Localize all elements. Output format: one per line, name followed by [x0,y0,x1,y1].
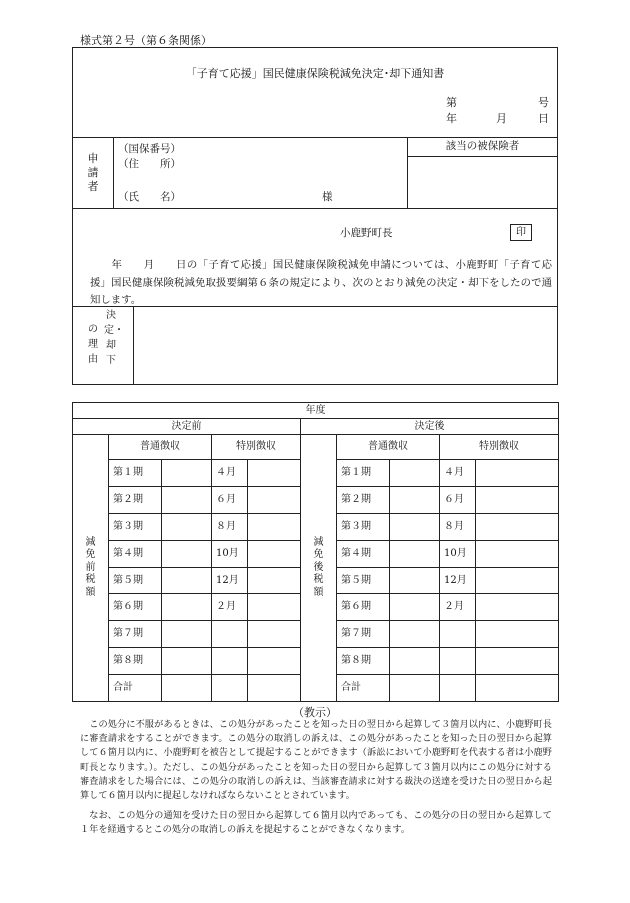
after-period-label: 第５期 [337,567,390,594]
after-special-amount [476,540,559,567]
divider-insured-heading [407,156,558,157]
before-special-amount [248,540,301,567]
before-regular-amount [162,648,212,675]
fiscal-year-header: 年度 [73,403,559,419]
before-regular-amount [162,540,212,567]
before-regular-amount [162,675,212,702]
notice-body-text: 年 月 日の「子育て応援」国民健康保険税減免申請については、小鹿野町「子育て応援」国民健康保険税減免取扱要綱第６条の規定により、次のとおり減免の決定・却下をしたので通知します。 [90,259,552,306]
before-special-month: ４月 [212,460,248,487]
after-special-amount [476,513,559,540]
form-number-label: 様式第２号（第６条関係） [80,34,212,47]
date-month: 月 [496,112,507,125]
before-special-amount [248,567,301,594]
special-collection-header-before: 特別徴収 [212,435,301,460]
regular-collection-header-before: 普通徴収 [109,435,212,460]
insurance-number-label: （国保番号） [118,143,181,155]
after-special-amount [476,460,559,487]
after-special-amount [476,675,559,702]
after-period-label: 合計 [337,675,390,702]
before-special-month [212,675,248,702]
after-period-label: 第７期 [337,621,390,648]
before-special-amount [248,513,301,540]
document-title: 「子育て応援」国民健康保険税減免決定･却下通知書 [185,67,445,80]
after-special-month [440,675,476,702]
after-period-label: 第２期 [337,486,390,513]
after-period-label: 第６期 [337,594,390,621]
after-regular-amount [390,460,440,487]
notice-paragraph-2: なお、この処分の通知を受けた日の翌日から起算して６箇月以内であっても、この処分の日の翌日から起算して１年を経過するとこの処分の取消しの訴えを提起することができなくなります。 [80,810,552,836]
after-special-month: ８月 [440,513,476,540]
before-period-label: 第１期 [109,460,162,487]
name-label: （氏 名） [118,191,181,203]
before-period-label: 第５期 [109,567,162,594]
before-special-month [212,621,248,648]
before-special-month: ６月 [212,486,248,513]
insured-person-heading: 該当の被保険者 [445,140,520,152]
after-special-month: ６月 [440,486,476,513]
after-regular-amount [390,675,440,702]
before-special-amount [248,675,301,702]
divider-applicant-heading [113,137,114,208]
before-period-label: 第２期 [109,486,162,513]
reason-heading-column-1: の理由 [88,324,98,365]
after-special-amount [476,567,559,594]
document-number-prefix: 第 [446,96,457,109]
post-reduction-tax-heading: 減免後税額 [301,435,337,702]
before-special-month: ２月 [212,594,248,621]
after-regular-amount [390,621,440,648]
after-special-month: 10月 [440,540,476,567]
regular-collection-header-after: 普通徴収 [337,435,440,460]
after-regular-amount [390,567,440,594]
after-special-month [440,621,476,648]
after-regular-amount [390,594,440,621]
issuer-mayor: 小鹿野町長 [340,227,393,239]
before-period-label: 合計 [109,675,162,702]
before-regular-amount [162,460,212,487]
notice-paragraph-1: この処分に不服があるときは、この処分があったことを知った日の翌日から起算して３箇月以内に、小鹿野町長に審査請求をすることができます。この処分の取消しの訴えは、この処分があったことを知った日の翌日から起算して６箇月以内に、小鹿野町を被告として提起することができます（訴訟において小鹿野町を代表する者は小鹿野町長となります。）。ただし、この処分があったことを知った日の翌日から起算して３箇月以内にこの処分に対する審査請求をした場合には、この処分の取消しの訴えは、当該審査請求に対する裁決の送達を受けた日の翌日から起算して６箇月以内に提起しなければならないこととされています。 [80,719,552,802]
before-regular-amount [162,594,212,621]
date-day: 日 [538,112,549,125]
before-period-label: 第８期 [109,648,162,675]
before-period-label: 第４期 [109,540,162,567]
after-regular-amount [390,486,440,513]
before-period-label: 第３期 [109,513,162,540]
date-year: 年 [446,112,457,125]
official-seal: 印 [510,224,532,241]
tax-amount-table [72,402,559,702]
applicant-heading: 申請者 [87,152,99,193]
notice-form-frame [72,47,558,385]
before-regular-amount [162,567,212,594]
divider-applicant [72,208,558,209]
pre-reduction-tax-heading: 減免前税額 [73,435,109,702]
before-special-amount [248,648,301,675]
after-special-amount [476,648,559,675]
before-period-label: 第６期 [109,594,162,621]
divider-reason-heading [133,306,134,385]
after-decision-header: 決定後 [301,419,559,435]
before-special-month: 10月 [212,540,248,567]
after-period-label: 第８期 [337,648,390,675]
after-period-label: 第１期 [337,460,390,487]
special-collection-header-after: 特別徴収 [440,435,559,460]
before-period-label: 第７期 [109,621,162,648]
after-special-amount [476,486,559,513]
before-regular-amount [162,486,212,513]
after-regular-amount [390,648,440,675]
before-decision-header: 決定前 [73,419,301,435]
address-label: （住 所） [118,158,181,170]
document-number-suffix: 号 [538,96,549,109]
after-special-month: 12月 [440,567,476,594]
before-special-month: 12月 [212,567,248,594]
before-special-month: ８月 [212,513,248,540]
after-special-month [440,648,476,675]
after-special-amount [476,621,559,648]
before-special-amount [248,486,301,513]
after-period-label: 第４期 [337,540,390,567]
before-special-amount [248,621,301,648]
after-special-month: ４月 [440,460,476,487]
honorific-sama: 様 [322,191,333,203]
after-special-amount [476,594,559,621]
notice-title: （教示） [293,706,337,719]
reason-heading-column-2: 決定・却下 [104,310,124,366]
before-special-amount [248,460,301,487]
before-regular-amount [162,513,212,540]
before-special-month [212,648,248,675]
before-special-amount [248,594,301,621]
after-special-month: ２月 [440,594,476,621]
divider-title [72,137,558,138]
after-regular-amount [390,540,440,567]
after-period-label: 第３期 [337,513,390,540]
before-regular-amount [162,621,212,648]
after-regular-amount [390,513,440,540]
